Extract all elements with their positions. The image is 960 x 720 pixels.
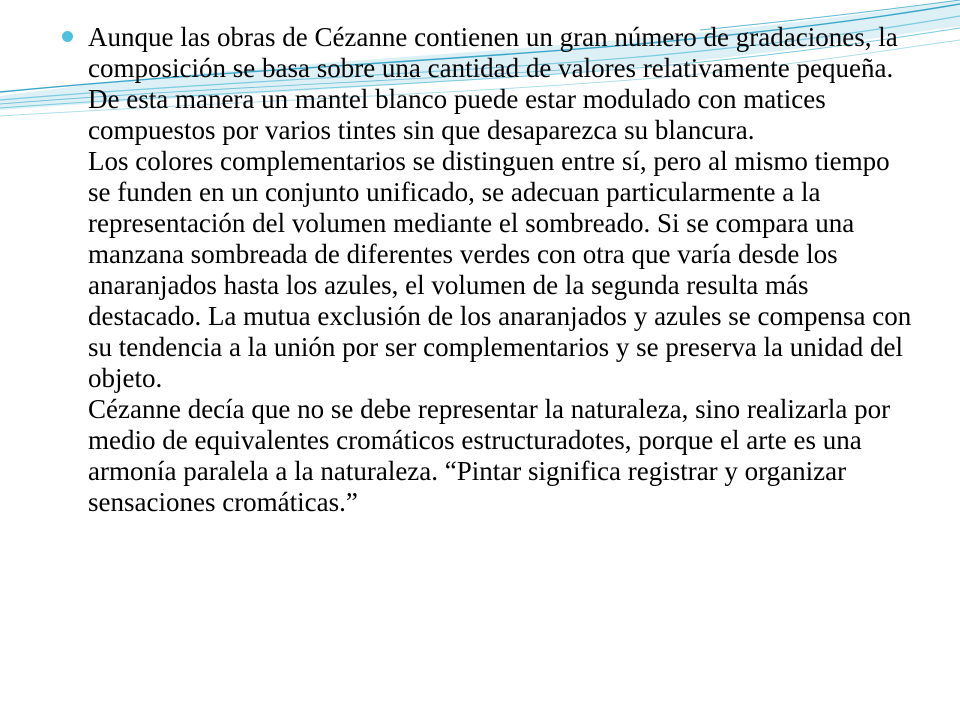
bullet-paragraph: Aunque las obras de Cézanne contienen un gran número de gradaciones, la composición se basa sobre una cantidad de valores relativamente pequeña. De esta manera un mantel blanco puede estar modulado con matices compuestos por varios tintes sin que desaparezca su blancura. Los colores complementarios se distinguen entre sí, pero al mismo tiempo se funden en un conjunto unificado, se adecuan particularmente a la representación del volumen mediante el sombreado. Si se compara una manzana sombreada de diferentes verdes con otra que varía desde los anaranjados hasta los azules, el volumen de la segunda resulta más destacado. La mutua exclusión de los anaranjados y azules se compensa con su tendencia a la unión por ser complementarios y se preserva la unidad del objeto. Cézanne decía que no se debe representar la naturaleza, sino realizarla por medio de equivalentes cromáticos estructuradotes, porque el arte es una armonía paralela a la naturaleza. “Pintar significa registrar y organizar sensaciones cromáticas.” [88,22,912,517]
bullet-icon [62,31,73,42]
